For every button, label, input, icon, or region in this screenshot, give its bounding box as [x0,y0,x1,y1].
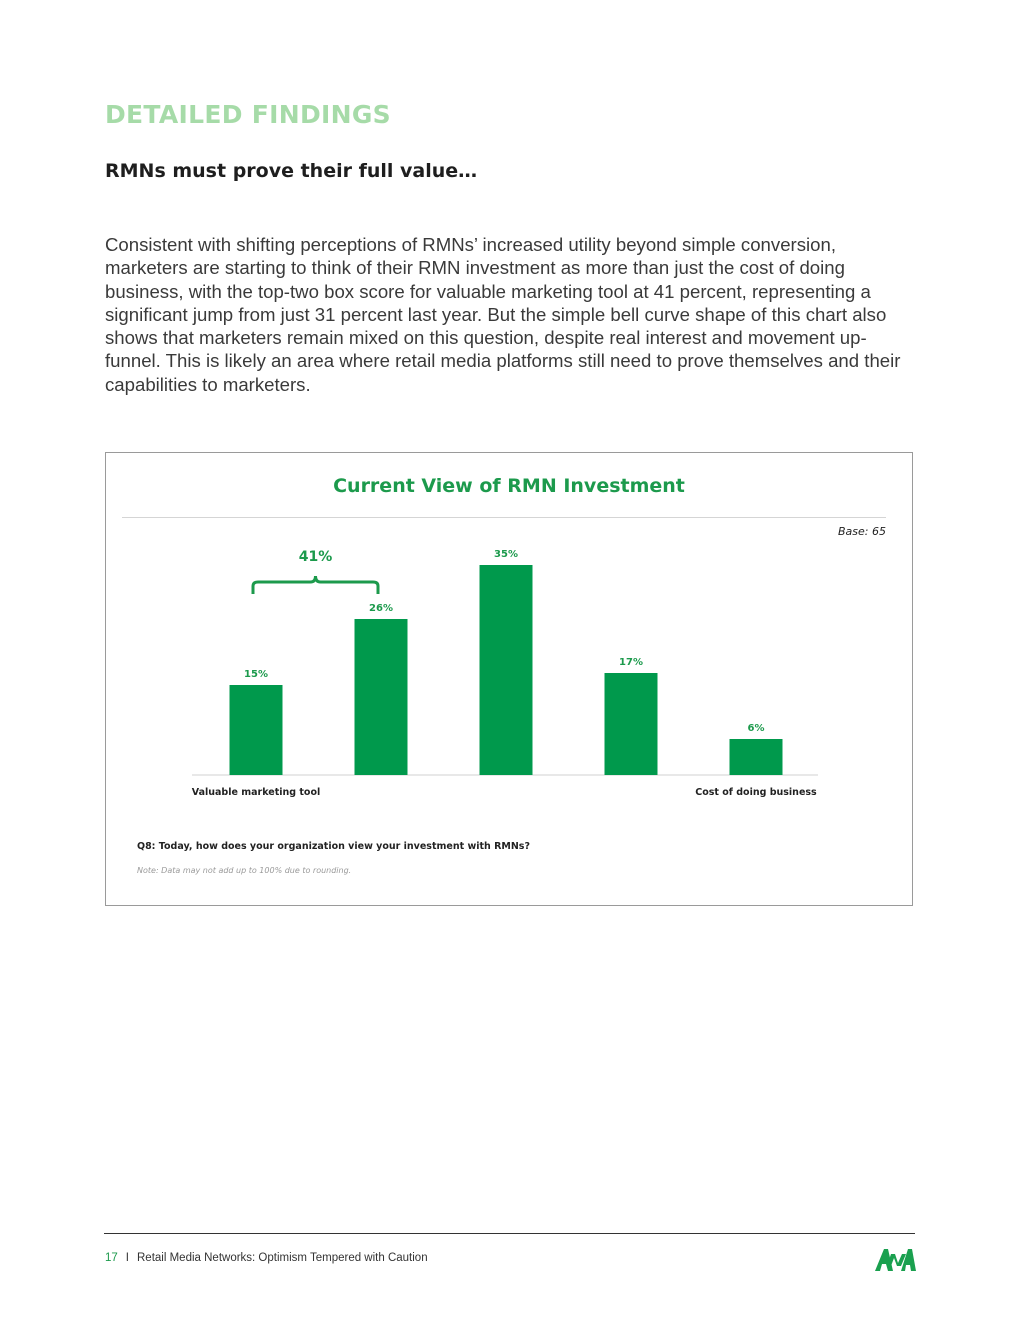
section-title: DETAILED FINDINGS [105,100,391,129]
chart-title: Current View of RMN Investment [333,475,685,497]
bar-4 [605,673,658,775]
bar-5 [730,739,783,775]
base-label: Base: 65 [838,525,886,538]
axis-label-left: Valuable marketing tool [191,787,321,798]
chart-note: Note: Data may not add up to 100% due to rounding. [137,866,352,875]
subhead: RMNs must prove their full value… [105,160,478,182]
chart-panel [105,452,913,906]
document-title: Retail Media Networks: Optimism Tempered with Caution [137,1252,428,1264]
bar-value-label-1: 15% [244,669,268,680]
footer-divider [104,1233,915,1234]
body-paragraph: Consistent with shifting perceptions of RMNs’ increased utility beyond simple conversion, marketers are starting to think of their RMN investment as more than just the cost of doing business, with the top-two box score for valuable marketing tool at 41 percent, representing a significant jump from just 31 percent last year. But the simple bell curve shape of this chart also shows that marketers remain mixed on this question, despite real interest and movement up-funnel. This is likely an area where retail media platforms still need to prove themselves and their capabilities to marketers. [105,234,901,395]
bar-2 [355,619,408,775]
ana-logo [873,1246,917,1272]
bar-value-label-2: 26% [369,603,393,614]
footer [105,1252,428,1264]
bar-1 [230,685,283,775]
footer-separator: I [125,1252,129,1264]
axis-label-right: Cost of doing business [695,787,817,798]
survey-question: Q8: Today, how does your organization view your investment with RMNs? [137,841,530,852]
bar-chart [106,453,912,905]
bar-3 [480,565,533,775]
top-two-box-bracket [253,576,378,594]
bar-value-label-5: 6% [747,723,765,734]
bar-value-label-4: 17% [619,657,643,668]
top-two-box-label: 41% [298,549,333,565]
bar-value-label-3: 35% [494,549,518,560]
page-number: 17 [105,1252,118,1264]
